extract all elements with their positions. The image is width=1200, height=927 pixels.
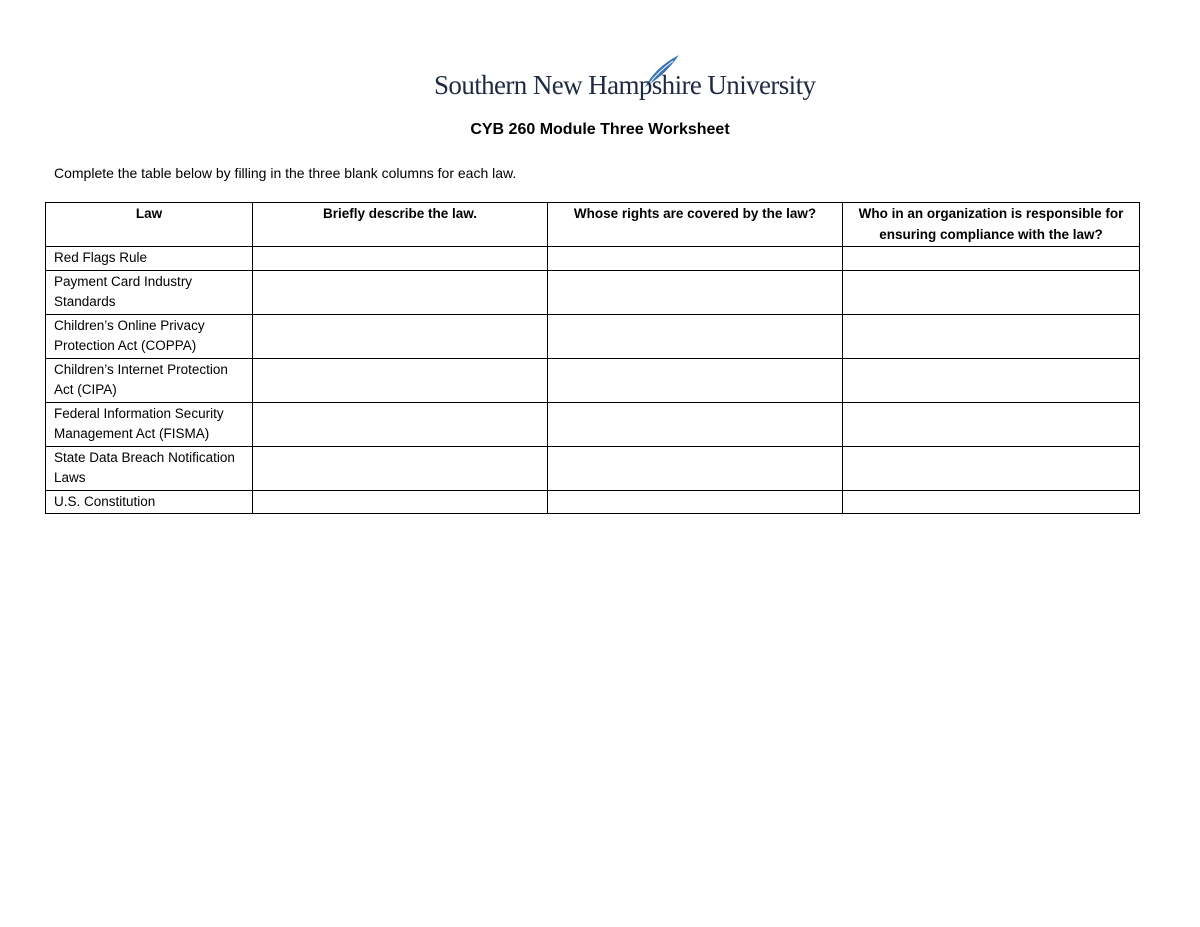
table-row	[46, 270, 1140, 314]
header-responsible: Who in an organization is responsible for ensuring compliance with the law?	[843, 203, 1140, 247]
table-row	[46, 358, 1140, 402]
description-cell[interactable]	[253, 446, 548, 490]
university-logo	[434, 54, 816, 106]
law-cell: Red Flags Rule	[46, 247, 253, 271]
table-row	[46, 247, 1140, 271]
law-cell: Children’s Online Privacy Protection Act (COPPA)	[46, 314, 253, 358]
responsible-cell[interactable]	[843, 247, 1140, 271]
table-header-row	[46, 203, 1140, 247]
description-cell[interactable]	[253, 490, 548, 514]
header-rights: Whose rights are covered by the law?	[548, 203, 843, 247]
law-cell: State Data Breach Notification Laws	[46, 446, 253, 490]
header-law: Law	[46, 203, 253, 247]
law-cell: U.S. Constitution	[46, 490, 253, 514]
law-cell: Children’s Internet Protection Act (CIPA)	[46, 358, 253, 402]
worksheet-title: CYB 260 Module Three Worksheet	[470, 121, 730, 138]
rights-cell[interactable]	[548, 358, 843, 402]
responsible-cell[interactable]	[843, 446, 1140, 490]
table-row	[46, 314, 1140, 358]
description-cell[interactable]	[253, 402, 548, 446]
instructions-text: Complete the table below by filling in the three blank columns for each law.	[54, 165, 517, 181]
law-cell: Federal Information Security Management Act (FISMA)	[46, 402, 253, 446]
logo-text: Southern New Hampshire University	[434, 70, 816, 100]
law-cell: Payment Card Industry Standards	[46, 270, 253, 314]
responsible-cell[interactable]	[843, 314, 1140, 358]
laws-table	[45, 202, 1140, 514]
rights-cell[interactable]	[548, 270, 843, 314]
table-row	[46, 402, 1140, 446]
rights-cell[interactable]	[548, 446, 843, 490]
responsible-cell[interactable]	[843, 358, 1140, 402]
description-cell[interactable]	[253, 314, 548, 358]
table-row	[46, 490, 1140, 514]
responsible-cell[interactable]	[843, 490, 1140, 514]
description-cell[interactable]	[253, 358, 548, 402]
table-row	[46, 446, 1140, 490]
rights-cell[interactable]	[548, 490, 843, 514]
header-description: Briefly describe the law.	[253, 203, 548, 247]
responsible-cell[interactable]	[843, 402, 1140, 446]
description-cell[interactable]	[253, 270, 548, 314]
responsible-cell[interactable]	[843, 270, 1140, 314]
rights-cell[interactable]	[548, 247, 843, 271]
rights-cell[interactable]	[548, 402, 843, 446]
rights-cell[interactable]	[548, 314, 843, 358]
description-cell[interactable]	[253, 247, 548, 271]
